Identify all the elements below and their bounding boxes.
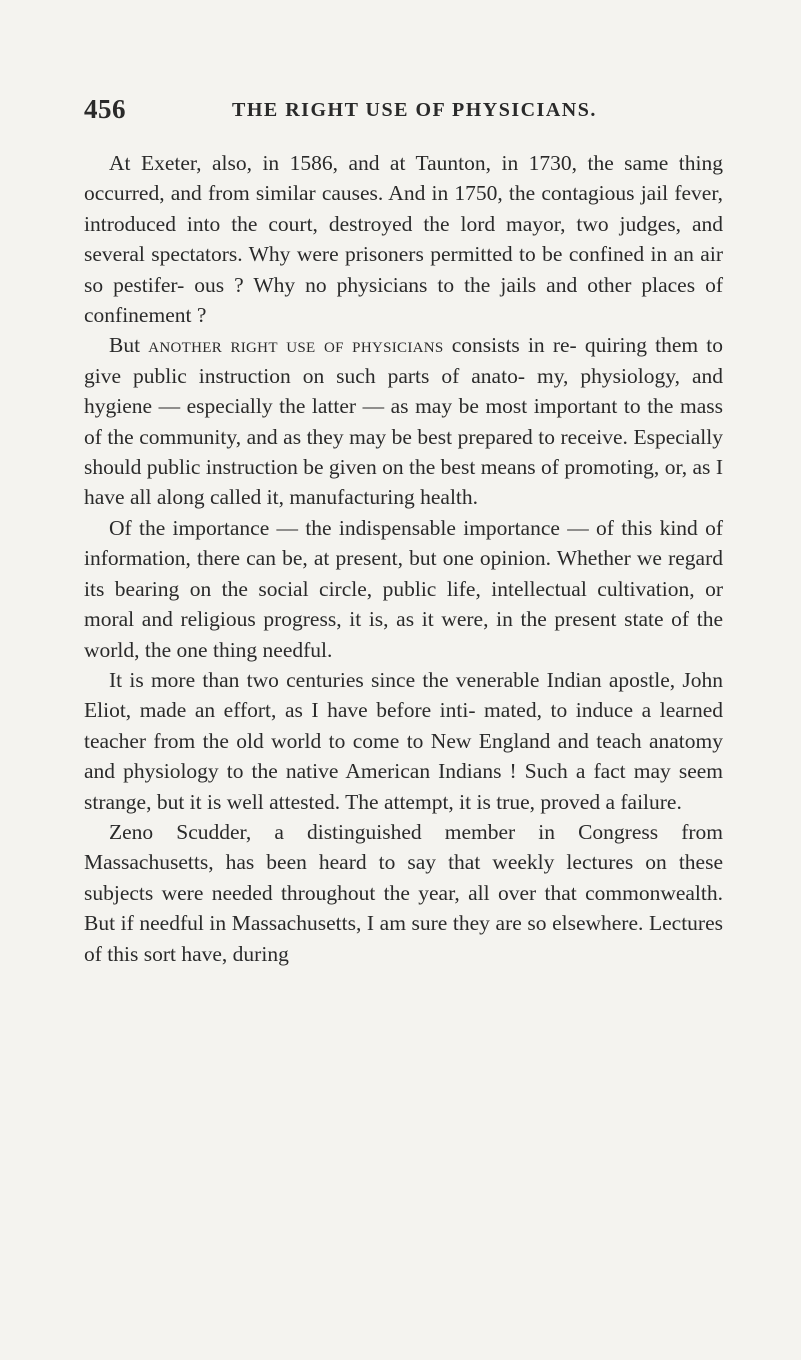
paragraph-3-text: Of the importance — the indispensable importance — of this kind of information, there can be, at present, but one opinion. Whether we regard its bearing on the social circle, public life, intellectual cultivation, or moral and religious progress, it is, as it were, in the present state of the world, the one thing needful.	[84, 515, 723, 662]
paragraph-1	[84, 148, 723, 330]
paragraph-2-lead: But	[109, 333, 149, 358]
page-number: 456	[84, 94, 126, 124]
paragraph-3	[84, 513, 723, 665]
paragraph-5-text: Zeno Scudder, a distinguished member in Congress from Massachusetts, has been heard to say that weekly lectures on these subjects were needed throughout the year, all over that commonwealth. But if needful in Massachusetts, I am sure they are so elsewhere. Lectures of this sort have, during	[84, 819, 723, 966]
running-title: THE RIGHT USE OF PHYSICIANS.	[232, 99, 597, 121]
paragraph-2-text: consists in re- quiring them to give public instruction on such parts of anato- my, physiology, and hygiene — especially the latter — as may be most important to the mass of the community, and as they may be best prepared to receive. Especially should public instruction be given on the best means of promoting, or, as I have all along called it, manufacturing health.	[84, 333, 723, 510]
running-head	[84, 94, 724, 124]
paragraph-2-smallcaps: another right use of physicians	[148, 333, 444, 358]
body-text	[84, 148, 723, 969]
paragraph-4-text: It is more than two centuries since the venerable Indian apostle, John Eliot, made an effort, as I have before inti- mated, to induce a learned teacher from the old world to come to New England and teach anatomy and physiology to the native American Indians ! Such a fact may seem strange, but it is well attested. The attempt, it is true, proved a failure.	[84, 667, 723, 814]
paragraph-1-text: At Exeter, also, in 1586, and at Taunton, in 1730, the same thing occurred, and from similar causes. And in 1750, the contagious jail fever, introduced into the court, destroyed the lord mayor, two judges, and several spectators. Why were prisoners permitted to be confined in an air so pestifer- ous ? Why no physicians to the jails and other places of confinement ?	[84, 151, 723, 328]
paragraph-5	[84, 817, 723, 969]
paragraph-4	[84, 665, 723, 817]
paragraph-2	[84, 330, 723, 512]
